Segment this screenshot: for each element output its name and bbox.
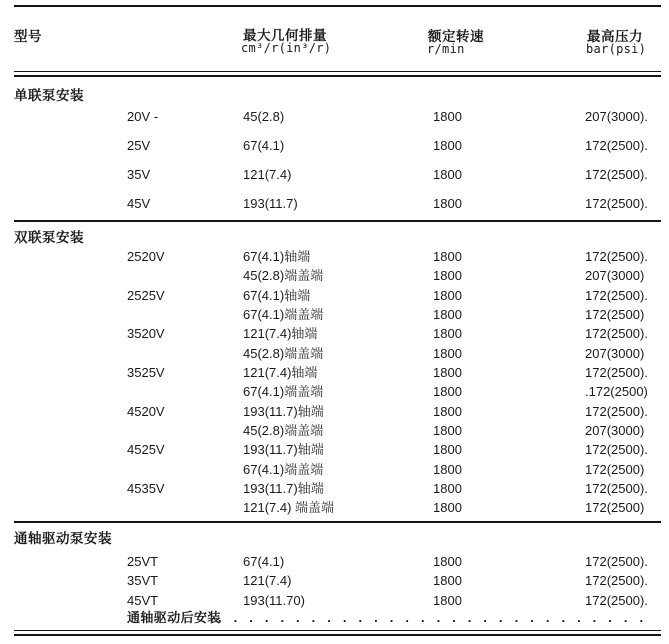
model-cell: 3525V — [127, 365, 165, 381]
model-cell: 45VT — [127, 592, 159, 608]
displacement-cell — [243, 591, 305, 610]
table-row — [0, 382, 669, 401]
displacement-cell — [243, 324, 317, 343]
speed-cell: 1800 — [433, 481, 462, 497]
displacement-port-note: 轴端 — [297, 481, 324, 497]
displacement-value: 193(11.7) — [243, 403, 298, 419]
dotted-leader: ............................ — [218, 610, 656, 625]
pressure-cell: 207(3000) — [585, 423, 645, 439]
speed-cell: 1800 — [433, 326, 462, 342]
pressure-cell: 172(2500). — [585, 326, 648, 342]
displacement-value: 45(2.8) — [243, 109, 285, 124]
table-row — [0, 460, 669, 479]
pressure-cell: 172(2500). — [585, 592, 648, 608]
model-cell: 2520V — [127, 249, 165, 264]
displacement-cell — [243, 479, 324, 498]
displacement-port-note: 轴端 — [284, 287, 311, 303]
table-row — [0, 440, 669, 459]
displacement-value: 121(7.4) — [243, 365, 292, 381]
displacement-value: 121(7.4) — [243, 573, 292, 589]
speed-cell: 1800 — [433, 196, 462, 211]
displacement-cell — [243, 247, 310, 266]
speed-cell: 1800 — [433, 249, 462, 264]
displacement-cell — [243, 402, 324, 421]
displacement-value: 121(7.4) — [243, 326, 292, 342]
displacement-value: 45(2.8) — [243, 423, 285, 439]
pressure-cell: 207(3000). — [585, 109, 648, 124]
displacement-port-note: 轴端 — [284, 249, 311, 264]
model-cell: 4535V — [127, 481, 165, 497]
pressure-cell: 207(3000) — [585, 268, 645, 284]
displacement-cell — [243, 131, 284, 160]
displacement-cell — [243, 286, 310, 305]
speed-cell: 1800 — [433, 442, 462, 458]
column-header-pressure: 最高压力 — [587, 29, 643, 44]
speed-cell: 1800 — [433, 365, 462, 381]
displacement-value: 67(4.1) — [243, 384, 285, 400]
displacement-value: 193(11.7) — [243, 481, 298, 497]
pressure-cell: 172(2500) — [585, 461, 645, 477]
speed-cell: 1800 — [433, 403, 462, 419]
displacement-cell — [243, 421, 323, 440]
displacement-value: 67(4.1) — [243, 554, 285, 569]
displacement-port-note: 端盖端 — [284, 461, 324, 477]
displacement-port-note: 端盖端 — [284, 268, 324, 284]
displacement-port-note: 端盖端 — [284, 345, 324, 361]
speed-cell: 1800 — [433, 461, 462, 477]
pressure-cell: 172(2500) — [585, 500, 645, 516]
displacement-cell — [243, 363, 317, 382]
displacement-value: 67(4.1) — [243, 307, 285, 323]
table-row — [0, 402, 669, 421]
table-row — [0, 571, 669, 590]
table-row — [0, 552, 669, 571]
model-cell: 35V — [127, 167, 151, 182]
pressure-cell: 172(2500). — [585, 403, 648, 419]
section-rows-thru-drive-pump — [0, 552, 669, 610]
table-row — [0, 286, 669, 305]
displacement-cell — [243, 266, 323, 285]
table-row — [0, 591, 669, 610]
pressure-cell: 172(2500). — [585, 442, 648, 458]
displacement-value: 121(7.4) — [243, 167, 292, 182]
model-cell: 4520V — [127, 403, 165, 419]
speed-cell: 1800 — [433, 268, 462, 284]
displacement-port-note: 轴端 — [291, 326, 318, 342]
table-row — [0, 131, 669, 160]
table-row — [0, 479, 669, 498]
table-row — [0, 324, 669, 343]
model-cell: 3520V — [127, 326, 165, 342]
displacement-value: 193(11.70) — [243, 592, 305, 608]
speed-cell: 1800 — [433, 345, 462, 361]
speed-cell: 1800 — [433, 592, 462, 608]
model-cell: 4525V — [127, 442, 165, 458]
column-unit-speed: r/min — [427, 42, 465, 56]
pressure-cell: 172(2500). — [585, 287, 648, 303]
pressure-cell: 172(2500) — [585, 307, 645, 323]
displacement-cell — [243, 571, 291, 590]
displacement-value: 121(7.4) — [243, 500, 296, 516]
table-row — [0, 160, 669, 189]
displacement-value: 67(4.1) — [243, 461, 285, 477]
displacement-cell — [243, 498, 334, 517]
displacement-cell — [243, 305, 323, 324]
table-row — [0, 305, 669, 324]
displacement-cell — [243, 460, 323, 479]
displacement-cell — [243, 552, 284, 571]
displacement-port-note: 端盖端 — [284, 384, 324, 400]
displacement-value: 67(4.1) — [243, 249, 285, 264]
section-title-single-pump: 单联泵安装 — [14, 88, 84, 103]
column-header-speed: 额定转速 — [428, 29, 484, 44]
displacement-port-note: 端盖端 — [284, 423, 324, 439]
speed-cell: 1800 — [433, 554, 462, 569]
model-cell: 35VT — [127, 573, 159, 589]
speed-cell: 1800 — [433, 138, 462, 153]
pressure-cell: 207(3000) — [585, 345, 645, 361]
column-unit-pressure: bar(psi) — [586, 42, 647, 56]
section-title-double-pump: 双联泵安装 — [14, 230, 84, 245]
displacement-cell — [243, 382, 323, 401]
section-title-thru-drive-pump: 通轴驱动泵安装 — [14, 531, 112, 546]
table-row — [0, 421, 669, 440]
thru-drive-rear-mount-row — [0, 608, 669, 627]
pressure-cell: 172(2500). — [585, 167, 648, 182]
speed-cell: 1800 — [433, 109, 462, 124]
table-row — [0, 498, 669, 517]
speed-cell: 1800 — [433, 573, 462, 589]
displacement-cell — [243, 440, 324, 459]
displacement-port-note: 端盖端 — [284, 307, 324, 323]
header-divider-thick — [14, 75, 661, 77]
pressure-cell: 172(2500). — [585, 138, 648, 153]
displacement-value: 67(4.1) — [243, 138, 285, 153]
displacement-port-note: 轴端 — [297, 442, 324, 458]
model-cell: 20V - — [127, 109, 159, 124]
model-cell: 2525V — [127, 287, 165, 303]
table-row — [0, 344, 669, 363]
displacement-port-note: 轴端 — [291, 365, 318, 381]
table-top-rule — [14, 5, 661, 7]
table-row — [0, 189, 669, 218]
table-bottom-rule-thick — [14, 634, 661, 636]
speed-cell: 1800 — [433, 384, 462, 400]
displacement-value: 45(2.8) — [243, 345, 285, 361]
thru-drive-rear-mount-label: 通轴驱动后安装 — [127, 610, 221, 625]
speed-cell: 1800 — [433, 307, 462, 323]
displacement-cell — [243, 189, 298, 218]
header-divider-thin — [14, 71, 661, 72]
displacement-value: 193(11.7) — [243, 442, 298, 458]
pressure-cell: .172(2500) — [585, 384, 648, 400]
section-rows-single-pump — [0, 102, 669, 218]
displacement-value: 193(11.7) — [243, 196, 298, 211]
displacement-port-note: 轴端 — [297, 403, 324, 419]
table-row — [0, 102, 669, 131]
table-row — [0, 363, 669, 382]
table-bottom-rule-thin — [14, 630, 661, 631]
pressure-cell: 172(2500). — [585, 365, 648, 381]
table-row — [0, 247, 669, 266]
model-cell: 45V — [127, 196, 151, 211]
section-divider-1 — [14, 220, 661, 222]
pressure-cell: 172(2500). — [585, 196, 648, 211]
column-unit-displacement: cm³/r(in³/r) — [241, 41, 332, 55]
displacement-cell — [243, 344, 323, 363]
section-divider-2 — [14, 521, 661, 523]
table-row — [0, 266, 669, 285]
speed-cell: 1800 — [433, 423, 462, 439]
pressure-cell: 172(2500). — [585, 481, 648, 497]
pressure-cell: 172(2500). — [585, 249, 648, 264]
speed-cell: 1800 — [433, 500, 462, 516]
column-header-model: 型号 — [14, 29, 42, 44]
displacement-cell — [243, 102, 284, 131]
displacement-value: 45(2.8) — [243, 268, 285, 284]
displacement-value: 67(4.1) — [243, 287, 285, 303]
speed-cell: 1800 — [433, 287, 462, 303]
model-cell: 25VT — [127, 554, 159, 569]
speed-cell: 1800 — [433, 167, 462, 182]
displacement-cell — [243, 160, 291, 189]
displacement-port-note: 端盖端 — [295, 500, 335, 516]
pressure-cell: 172(2500). — [585, 573, 648, 589]
column-header-displacement: 最大几何排量 — [243, 28, 327, 43]
pressure-cell: 172(2500). — [585, 554, 648, 569]
model-cell: 25V — [127, 138, 151, 153]
section-rows-double-pump — [0, 247, 669, 518]
